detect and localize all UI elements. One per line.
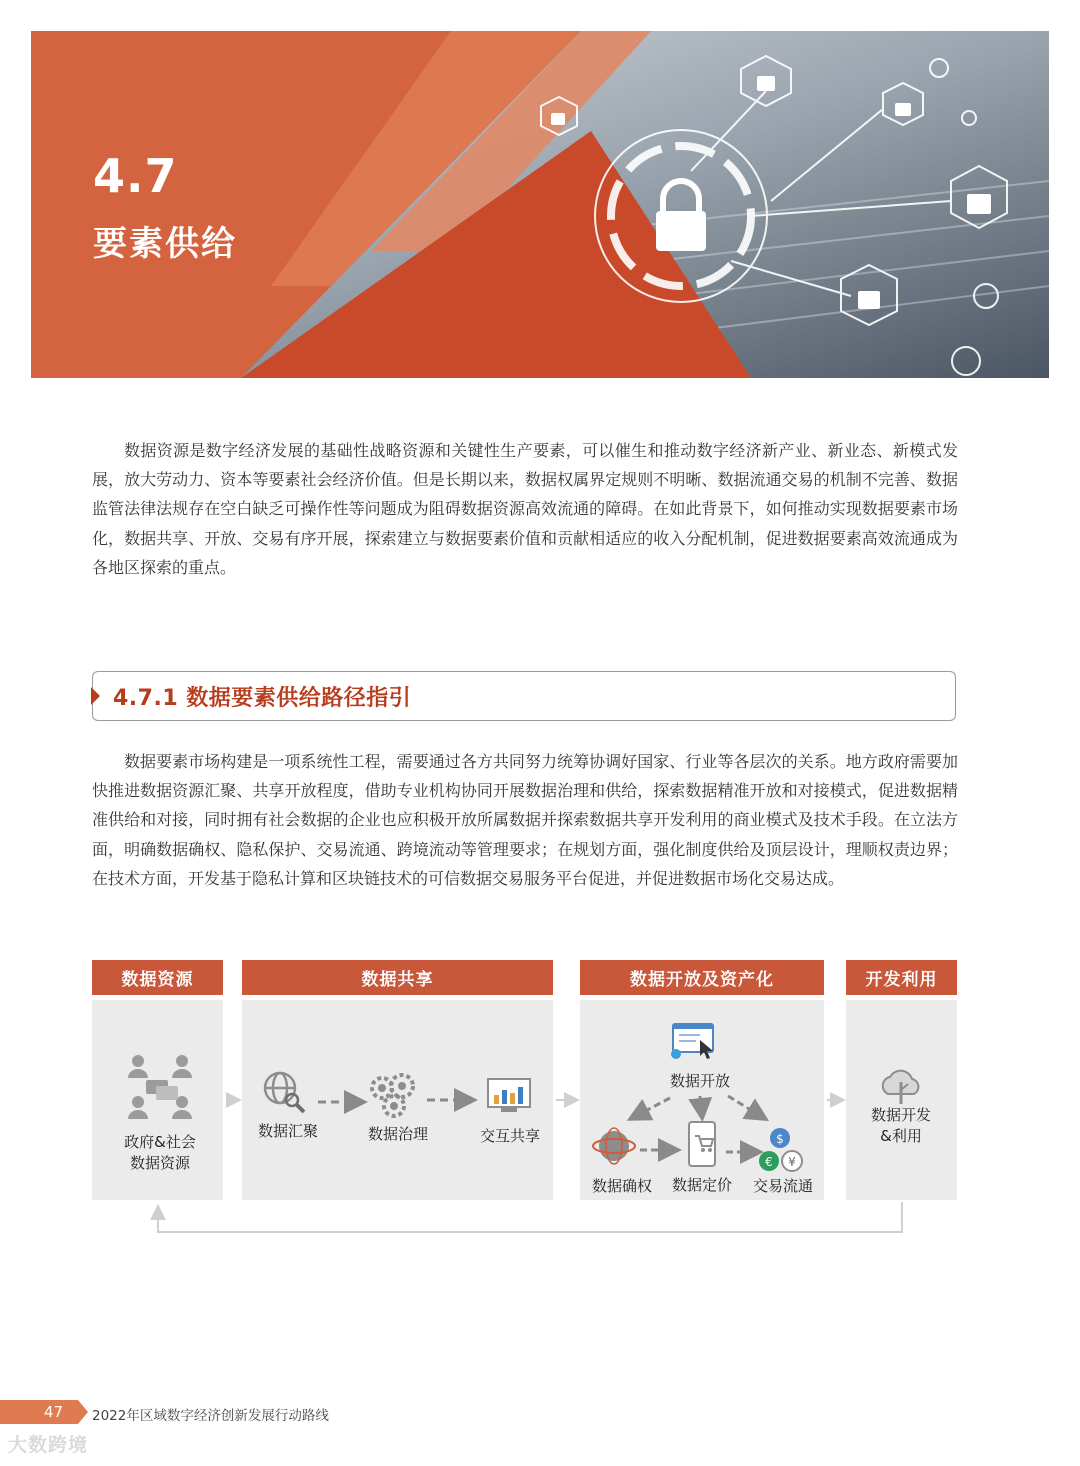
node-data-rights: 数据确权	[591, 1177, 652, 1195]
page-number: 47	[44, 1403, 64, 1421]
column-header-data-resources: 数据资源	[92, 960, 223, 995]
section-number: 4.7	[93, 149, 178, 203]
globe-rights-icon	[592, 1126, 638, 1168]
node-data-aggregation: 数据汇聚	[257, 1122, 318, 1140]
node-data-opening: 数据开放	[669, 1072, 730, 1090]
node-gov-social-data: 政府&社会 数据资源	[124, 1133, 196, 1172]
node-data-pricing: 数据定价	[671, 1176, 732, 1194]
node-trading-circulation: 交易流通	[752, 1177, 813, 1195]
node-development-use: 数据开发 &利用	[870, 1106, 931, 1145]
web-click-icon	[670, 1022, 718, 1062]
svg-text:¥: ¥	[788, 1155, 796, 1169]
column-header-development: 开发利用	[846, 960, 957, 995]
intro-paragraph: 数据资源是数字经济发展的基础性战略资源和关键性生产要素，可以催生和推动数字经济新产业、新业态、新模式发展，放大劳动力、资本等要素社会经济价值。但是长期以来，数据权属界定规则不明晰、数据流通交易的机制不完善、数据监管法律法规存在空白缺乏可操作性等问题成为阻碍数据资源高效流通的障碍。在如此背景下，如何推动实现数据要素市场化，数据共享、开放、交易有序开展，探索建立与数据要素价值和贡献相适应的收入分配机制，促进数据要素高效流通成为各地区探索的重点。	[92, 441, 958, 577]
node-interactive-sharing: 交互共享	[479, 1127, 540, 1145]
column-header-data-sharing: 数据共享	[242, 960, 553, 995]
mobile-cart-icon	[686, 1120, 720, 1168]
subsection-heading: 4.7.1 数据要素供给路径指引	[113, 686, 412, 711]
column-header-data-opening: 数据开放及资产化	[580, 960, 824, 995]
dashboard-screen-icon	[487, 1078, 531, 1114]
section-title: 要素供给	[93, 224, 237, 264]
currency-coins-icon	[758, 1126, 806, 1172]
svg-text:€: €	[765, 1155, 773, 1169]
gears-icon	[368, 1072, 424, 1120]
footer-document-title: 2022年区域数字经济创新发展行动路线	[92, 1408, 329, 1424]
watermark: 大数跨境	[8, 1434, 89, 1456]
people-network-icon	[126, 1052, 194, 1124]
cloud-tree-icon	[878, 1064, 924, 1106]
node-data-governance: 数据治理	[367, 1125, 428, 1143]
svg-text:$: $	[776, 1132, 784, 1146]
subsection-paragraph: 数据要素市场构建是一项系统性工程，需要通过各方共同努力统筹协调好国家、行业等各层次的关系。地方政府需要加快推进数据资源汇聚、共享开放程度，借助专业机构协同开展数据治理和供给，探索数据精准开放和对接模式，促进数据精准供给和对接，同时拥有社会数据的企业也应积极开放所属数据并探索数据共享开发利用的商业模式及技术手段。在立法方面，明确数据确权、隐私保护、交易流通、跨境流动等管理要求；在规划方面，强化制度供给及顶层设计，理顺权责边界；在技术方面，开发基于隐私计算和区块链技术的可信数据交易服务平台促进，并促进数据市场化交易达成。	[92, 752, 958, 888]
globe-search-icon	[262, 1070, 308, 1116]
